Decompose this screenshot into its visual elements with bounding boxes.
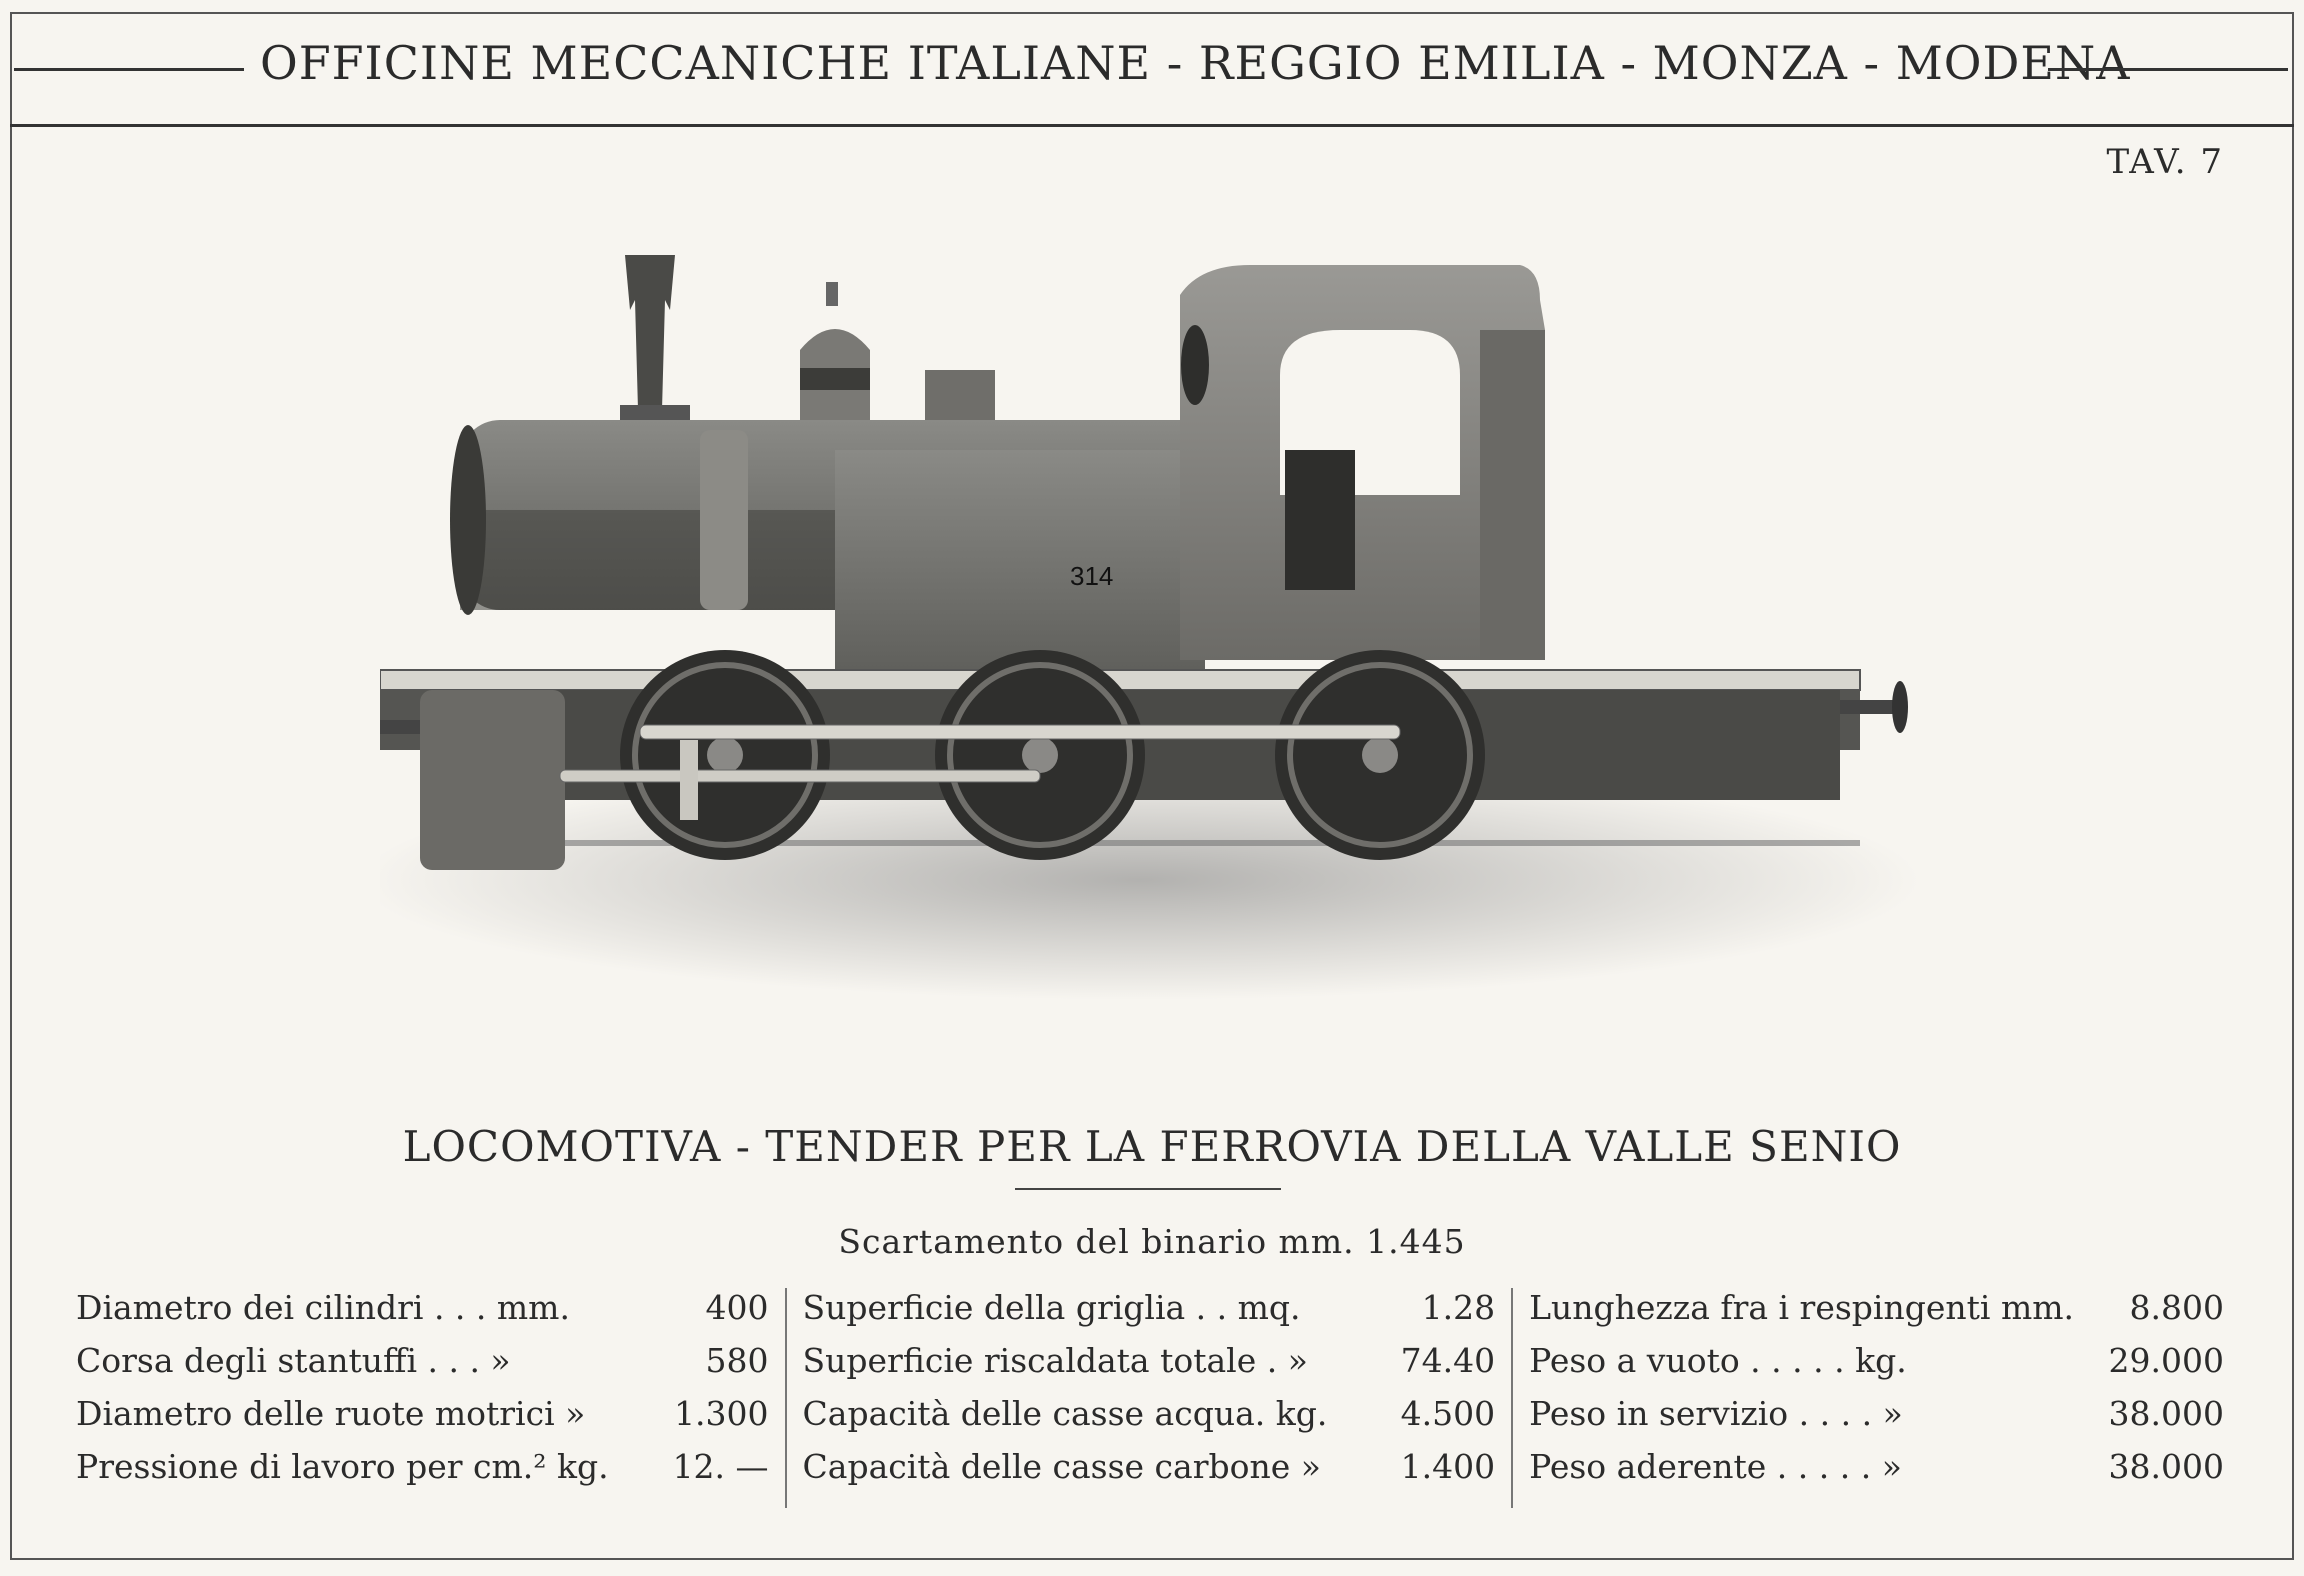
spec-value: 400 <box>705 1288 769 1327</box>
spec-row <box>1529 1394 2224 1447</box>
spec-label: Lunghezza fra i respingenti mm. <box>1529 1288 2075 1327</box>
locomotive-number: 314 <box>1070 561 1114 591</box>
spec-label: Corsa degli stantuffi . . . » <box>76 1341 511 1380</box>
air-pump <box>700 430 748 610</box>
spec-row <box>803 1394 1496 1447</box>
spec-value: 38.000 <box>2108 1447 2225 1486</box>
spec-row <box>803 1447 1496 1500</box>
header-rule-right <box>2048 68 2288 71</box>
spec-label: Peso aderente . . . . . » <box>1529 1447 1902 1486</box>
spec-value: 1.300 <box>674 1394 769 1433</box>
locomotive-photo <box>380 230 1960 1030</box>
chimney <box>625 255 675 410</box>
spec-row <box>1529 1447 2224 1500</box>
spec-value: 1.400 <box>1400 1447 1496 1486</box>
spec-row <box>1529 1341 2224 1394</box>
spec-value: 74.40 <box>1400 1341 1496 1380</box>
page-header-title: OFFICINE MECCANICHE ITALIANE - REGGIO EMILIA - MONZA - MODENA <box>260 36 2131 90</box>
spec-label: Capacità delle casse carbone » <box>802 1447 1321 1486</box>
spec-value: 29.000 <box>2108 1341 2225 1380</box>
spec-value: 1.28 <box>1421 1288 1496 1327</box>
spec-row <box>76 1288 769 1341</box>
cylinder <box>420 690 565 870</box>
plate-number: TAV. 7 <box>2106 142 2224 182</box>
spec-row <box>76 1447 769 1500</box>
specifications-table <box>60 1288 2240 1508</box>
driving-wheel-3 <box>1275 650 1485 860</box>
header-divider <box>10 124 2294 127</box>
spec-label: Diametro delle ruote motrici » <box>76 1394 586 1433</box>
caption-rule <box>1015 1188 1281 1190</box>
connecting-rod <box>560 770 1040 782</box>
rear-buffer <box>1840 700 1900 714</box>
spec-label: Diametro dei cilindri . . . mm. <box>76 1288 570 1327</box>
spec-row <box>76 1394 769 1447</box>
track-gauge: Scartamento del binario mm. 1.445 <box>838 1222 1466 1261</box>
front-buffer <box>380 720 420 734</box>
driving-wheel-2 <box>935 650 1145 860</box>
rail <box>420 840 1860 846</box>
specs-column-3 <box>1511 1288 2240 1508</box>
specs-column-1 <box>60 1288 785 1508</box>
spec-value: 38.000 <box>2108 1394 2225 1433</box>
sand-box <box>925 370 995 425</box>
coupling-rod <box>640 725 1400 739</box>
plate-caption: LOCOMOTIVA - TENDER PER LA FERROVIA DELLA VALLE SENIO <box>402 1122 1902 1171</box>
spec-row <box>803 1341 1496 1394</box>
spec-label: Peso in servizio . . . . » <box>1529 1394 1903 1433</box>
driving-wheel-1 <box>620 650 830 860</box>
spec-label: Pressione di lavoro per cm.² kg. <box>76 1447 609 1486</box>
spec-row <box>76 1341 769 1394</box>
spec-row <box>803 1288 1496 1341</box>
spec-value: 580 <box>705 1341 769 1380</box>
header-rule-left <box>14 68 244 71</box>
side-tank <box>835 450 1205 680</box>
spec-label: Peso a vuoto . . . . . kg. <box>1529 1341 1907 1380</box>
spec-label: Superficie della griglia . . mq. <box>802 1288 1301 1327</box>
specs-column-2 <box>785 1288 1512 1508</box>
spec-value: 4.500 <box>1400 1394 1496 1433</box>
spec-label: Superficie riscaldata totale . » <box>802 1341 1308 1380</box>
spec-value: 8.800 <box>2129 1288 2225 1327</box>
spec-value: 12. — <box>672 1447 769 1486</box>
spec-label: Capacità delle casse acqua. kg. <box>802 1394 1328 1433</box>
spec-row <box>1529 1288 2224 1341</box>
cab-porthole <box>1181 325 1209 405</box>
